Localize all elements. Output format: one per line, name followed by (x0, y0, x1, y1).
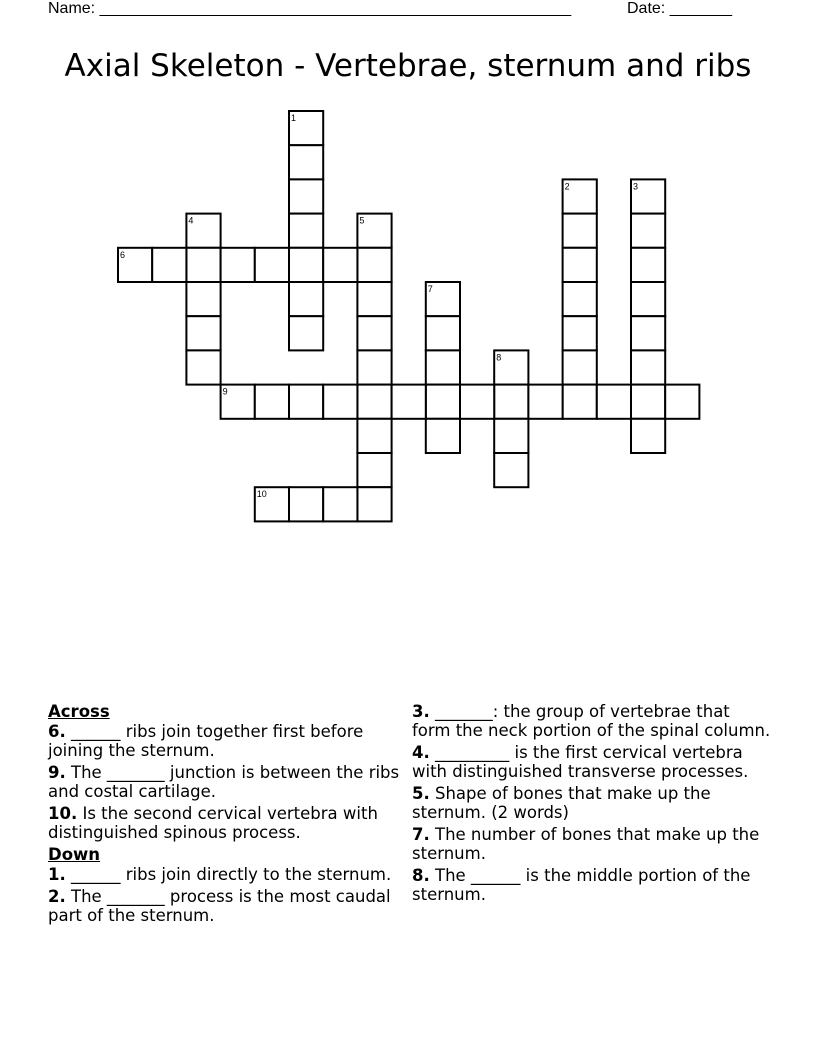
crossword-cell-r8-c12[interactable] (528, 385, 562, 419)
crossword-cell-r7-c15[interactable] (631, 350, 665, 384)
crossword-cell-r4-c7[interactable] (357, 248, 391, 282)
clue-down-1: 1. ______ ribs join directly to the sternum. (48, 865, 392, 884)
crossword-cell-r6-c9[interactable] (426, 316, 460, 350)
crossword-cell-r8-c7[interactable] (357, 385, 391, 419)
clue-number-label-3: 3 (633, 181, 639, 192)
crossword-cell-r7-c9[interactable] (426, 350, 460, 384)
crossword-cell-r8-c11[interactable] (494, 385, 528, 419)
crossword-cell-r3-c15[interactable] (631, 214, 665, 248)
crossword-cell-r8-c8[interactable] (392, 385, 426, 419)
crossword-cell-r4-c15[interactable] (631, 248, 665, 282)
clue-number-label-2: 2 (564, 181, 570, 192)
crossword-cell-r4-c2[interactable] (186, 248, 220, 282)
clue-number-label-6: 6 (120, 249, 126, 260)
down-heading: Down (48, 845, 101, 864)
clue-down-2: 2. The _______ process is the most caudal part of the sternum. (48, 887, 391, 925)
across-heading: Across (48, 702, 110, 721)
name-line[interactable]: Name: _____________________________________________________ (48, 0, 572, 17)
crossword-cell-r9-c15[interactable] (631, 419, 665, 453)
crossword-cell-r11-c6[interactable] (323, 487, 357, 521)
crossword-cell-r3-c5[interactable] (289, 214, 323, 248)
crossword-cell-r2-c5[interactable] (289, 179, 323, 213)
page-title: Axial Skeleton - Vertebrae, sternum and ribs (64, 48, 752, 84)
clue-number-label-7: 7 (427, 284, 433, 294)
clue-number-label-1: 1 (291, 113, 297, 123)
crossword-cell-r9-c7[interactable] (357, 419, 391, 453)
clue-across-10: 10. Is the second cervical vertebra with distinguished spinous process. (48, 804, 378, 842)
crossword-cell-r6-c13[interactable] (563, 316, 597, 350)
clue-across-9: 9. The _______ junction is between the ribs and costal cartilage. (48, 763, 400, 801)
crossword-cell-r6-c7[interactable] (357, 316, 391, 350)
clue-down-7: 7. The number of bones that make up the sternum. (412, 825, 760, 863)
crossword-cell-r1-c5[interactable] (289, 145, 323, 179)
crossword-cell-r5-c7[interactable] (357, 282, 391, 316)
crossword-cell-r4-c13[interactable] (563, 248, 597, 282)
crossword-cell-r8-c15[interactable] (631, 385, 665, 419)
crossword-cell-r5-c13[interactable] (563, 282, 597, 316)
clue-down-8: 8. The ______ is the middle portion of the sternum. (412, 866, 751, 904)
clue-number-label-10: 10 (256, 489, 267, 500)
crossword-cell-r8-c9[interactable] (426, 385, 460, 419)
crossword-cell-r6-c5[interactable] (289, 316, 323, 350)
crossword-cell-r8-c10[interactable] (460, 385, 494, 419)
clue-number-label-9: 9 (222, 386, 228, 397)
crossword-cell-r5-c2[interactable] (186, 282, 220, 316)
crossword-cell-r7-c13[interactable] (563, 350, 597, 384)
crossword-cell-r10-c7[interactable] (357, 453, 391, 487)
crossword-cell-r4-c3[interactable] (221, 248, 255, 282)
clue-across-6: 6. ______ ribs join together first before joining the sternum. (48, 722, 364, 760)
crossword-cell-r5-c15[interactable] (631, 282, 665, 316)
crossword-cell-r11-c7[interactable] (357, 487, 391, 521)
clue-down-5: 5. Shape of bones that make up the sternum. (2 words) (412, 784, 711, 822)
crossword-cell-r8-c16[interactable] (665, 385, 699, 419)
crossword-cell-r8-c14[interactable] (597, 385, 631, 419)
clue-number-label-5: 5 (359, 215, 365, 226)
clue-down-3: 3. _______: the group of vertebrae that form the neck portion of the spinal column. (412, 702, 771, 740)
crossword-cell-r8-c4[interactable] (255, 385, 289, 419)
crossword-cell-r9-c11[interactable] (494, 419, 528, 453)
crossword-cell-r10-c11[interactable] (494, 453, 528, 487)
crossword-cell-r8-c6[interactable] (323, 385, 357, 419)
clue-down-4: 4. _________ is the first cervical vertebra with distinguished transverse processes. (412, 743, 749, 781)
clue-number-label-4: 4 (188, 215, 194, 226)
crossword-cell-r6-c2[interactable] (186, 316, 220, 350)
crossword-cell-r9-c9[interactable] (426, 419, 460, 453)
crossword-cell-r4-c5[interactable] (289, 248, 323, 282)
crossword-cell-r3-c13[interactable] (563, 214, 597, 248)
crossword-cell-r4-c6[interactable] (323, 248, 357, 282)
crossword-cell-r6-c15[interactable] (631, 316, 665, 350)
crossword-cell-r7-c2[interactable] (186, 350, 220, 384)
crossword-cell-r11-c5[interactable] (289, 487, 323, 521)
clues-column-right (412, 702, 772, 907)
crossword-cell-r7-c7[interactable] (357, 350, 391, 384)
crossword-cell-r8-c5[interactable] (289, 385, 323, 419)
crossword-cell-r4-c4[interactable] (255, 248, 289, 282)
clue-number-label-8: 8 (496, 352, 502, 363)
date-line[interactable]: Date: _______ (627, 0, 732, 17)
crossword-cell-r5-c5[interactable] (289, 282, 323, 316)
crossword-cell-r4-c1[interactable] (152, 248, 186, 282)
clues-column-left (48, 702, 400, 928)
crossword-cell-r8-c13[interactable] (563, 385, 597, 419)
